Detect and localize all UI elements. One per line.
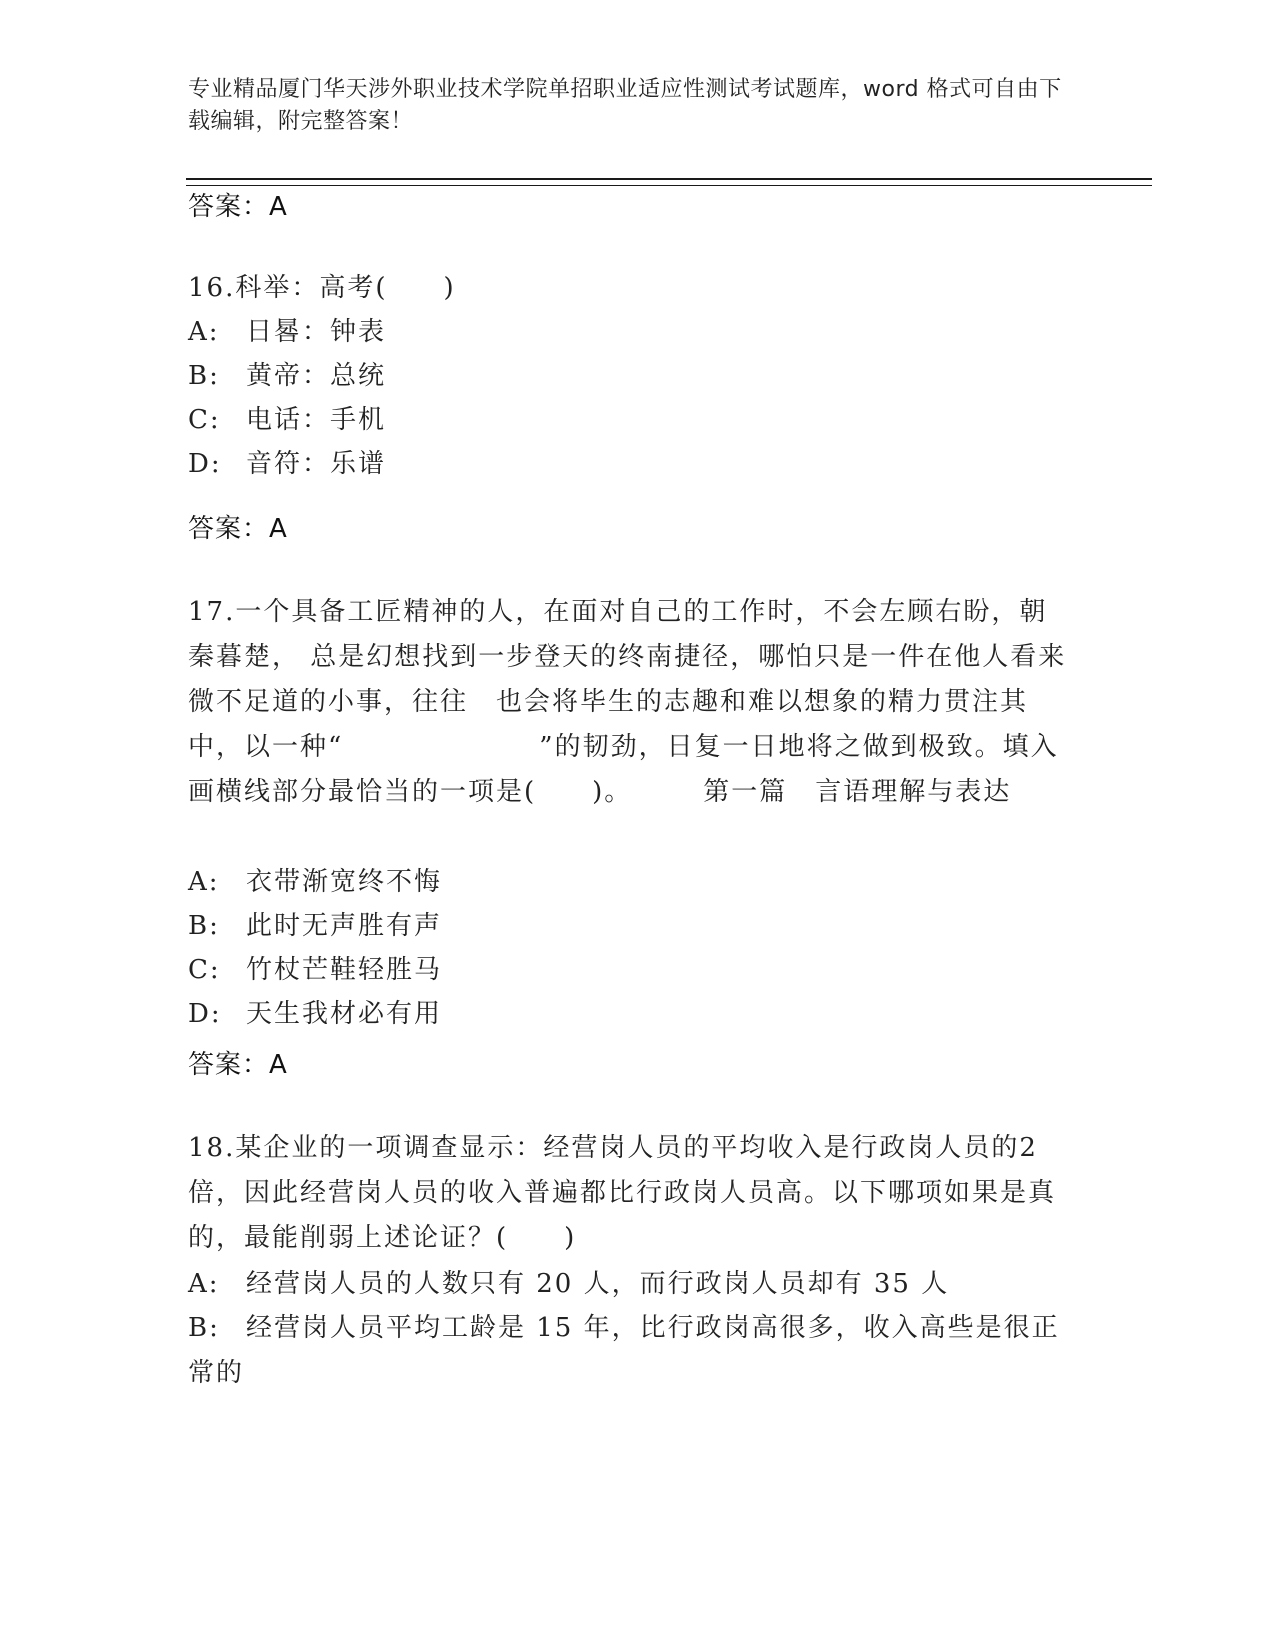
header-divider <box>186 178 1152 186</box>
question-17-option-c <box>188 948 1068 993</box>
option-text: 电话：手机 <box>246 405 387 435</box>
answer-17: 答案：A <box>188 1050 288 1080</box>
option-letter: B: <box>188 911 220 941</box>
option-letter: C: <box>188 405 221 435</box>
question-16-option-a <box>188 310 1068 355</box>
question-18-stem: 18.某企业的一项调查显示：经营岗人员的平均收入是行政岗人员的2倍，因此经营岗人员的收入普遍都比行政岗人员高。以下哪项如果是真的，最能削弱上述论证？( ) <box>188 1133 1057 1253</box>
question-18-option-b <box>188 1306 1068 1396</box>
question-18-option-a <box>188 1262 1068 1307</box>
option-text: 衣带渐宽终不悔 <box>246 867 443 897</box>
question-16-option-d <box>188 442 1068 487</box>
question-17-stem: 17.一个具备工匠精神的人，在面对自己的工作时，不会左顾右盼，朝秦暮楚， 总是幻想找到一步登天的终南捷径，哪怕只是一件在他人看来微不足道的小事，往往 也会将毕生的志趣和难以想象的精力贯注其中，以一种“ ”的韧劲，日复一日地将之做到极致。填入画横线部分最恰当的一项是( )。 第一篇 言语理解与表达 <box>188 597 1067 807</box>
option-text: 日晷：钟表 <box>246 317 387 347</box>
option-letter: D: <box>188 449 222 479</box>
option-letter: A: <box>188 867 220 897</box>
option-text: 黄帝：总统 <box>246 361 387 391</box>
question-17-option-b <box>188 904 1068 949</box>
question-16-stem: 16.科举：高考( ) <box>188 273 456 303</box>
option-text: 经营岗人员平均工龄是 15 年，比行政岗高很多，收入高些是很正常的 <box>188 1313 1060 1388</box>
option-letter: A: <box>188 317 220 347</box>
question-17-option-d <box>188 992 1068 1037</box>
option-text: 竹杖芒鞋轻胜马 <box>246 955 443 985</box>
option-letter: C: <box>188 955 221 985</box>
document-header <box>188 74 1068 138</box>
question-16-option-c <box>188 398 1068 443</box>
option-text: 天生我材必有用 <box>246 999 443 1029</box>
option-letter: B: <box>188 1313 220 1343</box>
option-letter: A: <box>188 1269 220 1299</box>
answer-15: 答案：A <box>188 192 288 222</box>
answer-16: 答案：A <box>188 514 288 544</box>
question-16-option-b <box>188 354 1068 399</box>
question-17-option-a <box>188 860 1068 905</box>
option-letter: B: <box>188 361 220 391</box>
option-text: 经营岗人员的人数只有 20 人，而行政岗人员却有 35 人 <box>246 1269 950 1299</box>
option-text: 此时无声胜有声 <box>246 911 443 941</box>
option-text: 音符：乐谱 <box>246 449 387 479</box>
header-text: 专业精品厦门华天涉外职业技术学院单招职业适应性测试考试题库，word 格式可自由下载编辑，附完整答案！ <box>188 77 1062 134</box>
option-letter: D: <box>188 999 222 1029</box>
